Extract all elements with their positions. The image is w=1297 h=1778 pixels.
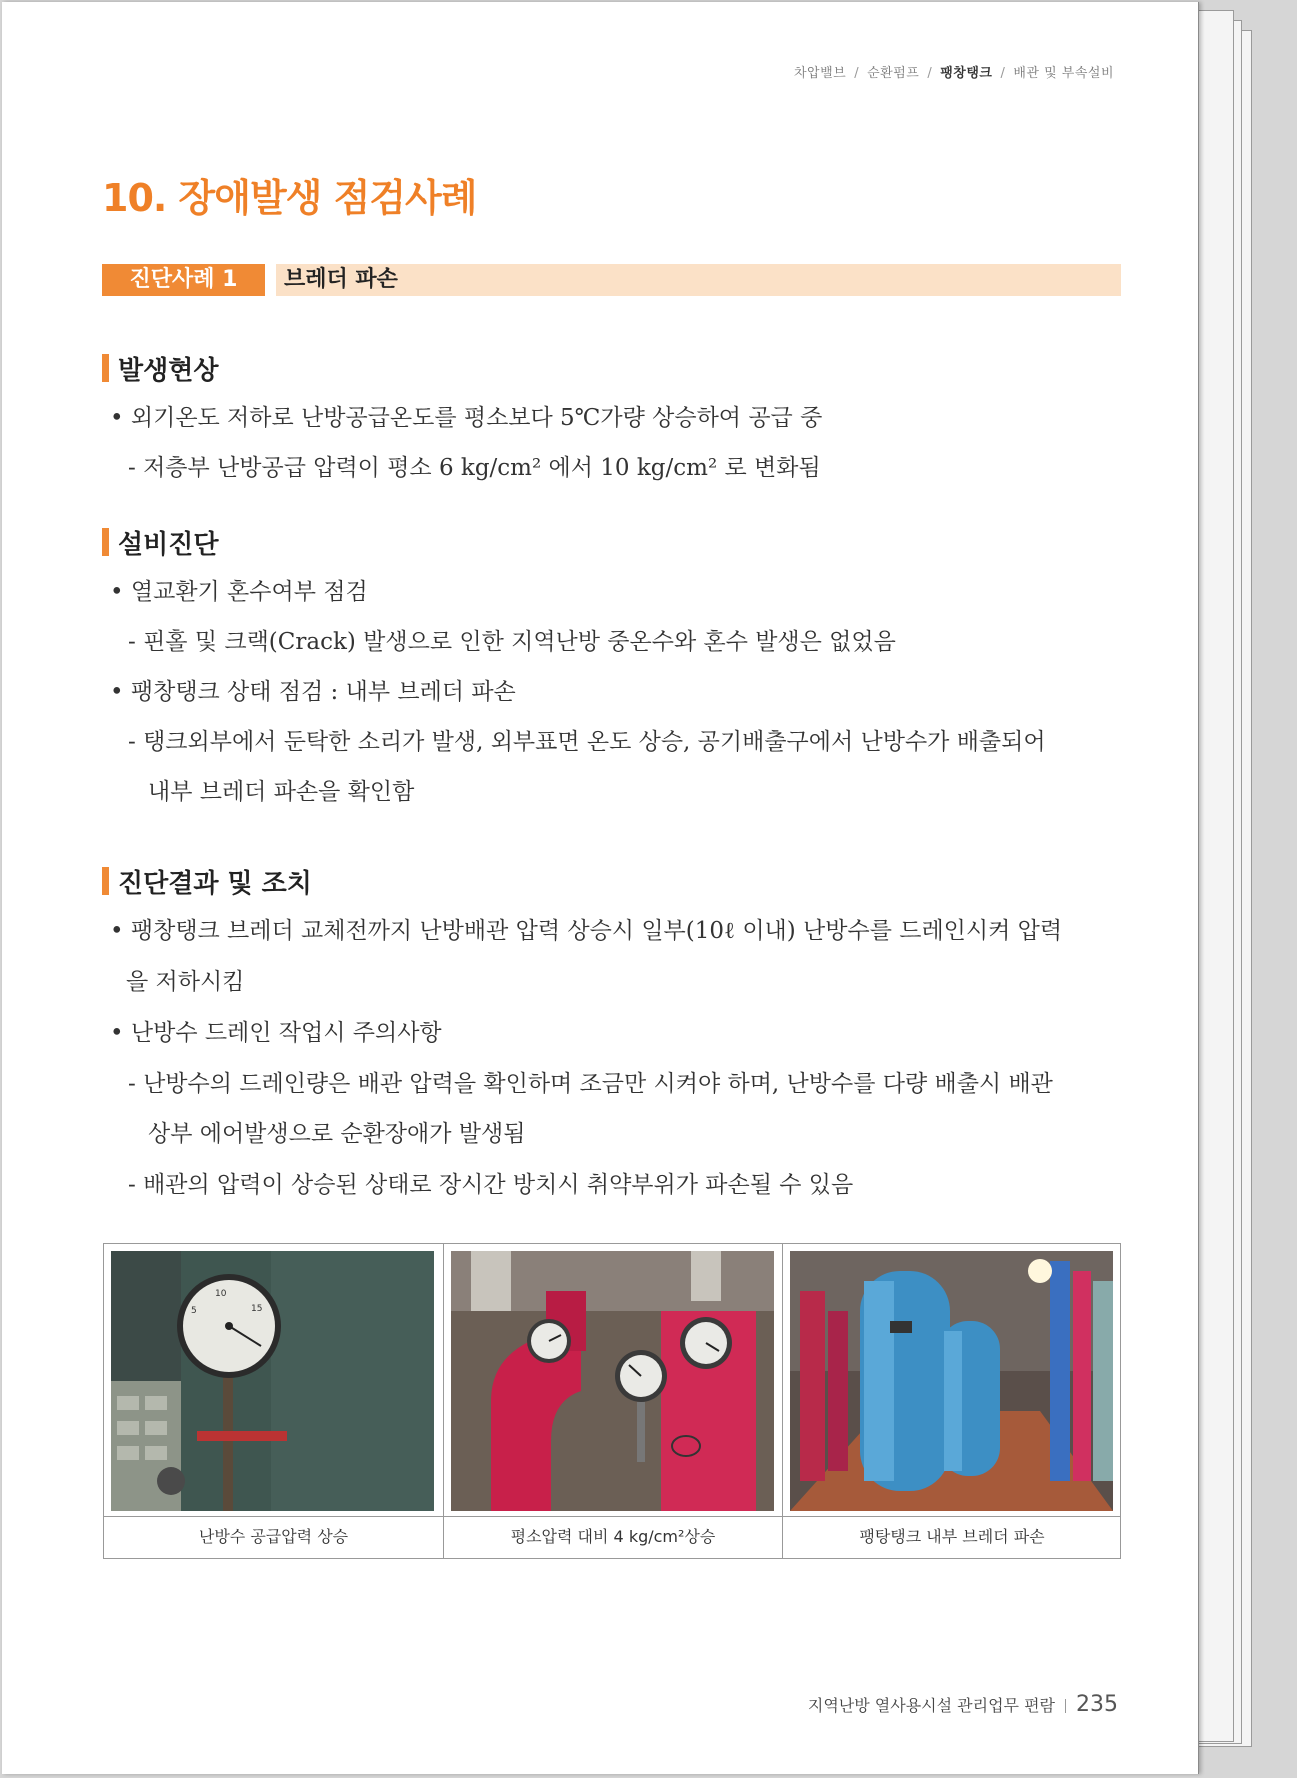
breadcrumb-item-active[interactable]: 팽창탱크 <box>940 66 993 81</box>
svg-text:15: 15 <box>251 1304 263 1314</box>
svg-text:10: 10 <box>215 1289 227 1299</box>
list-item: - 배관의 압력이 상승된 상태로 장시간 방치시 취약부위가 파손될 수 있음 <box>128 1172 854 1198</box>
section-heading-diagnosis: 설비진단 <box>102 524 218 561</box>
breadcrumb-item[interactable]: 배관 및 부속설비 <box>1013 66 1114 81</box>
red-pipes-gauges-photo <box>451 1251 774 1511</box>
list-item: • 열교환기 혼수여부 점검 <box>110 579 368 605</box>
breadcrumb: 차압밸브 / 순환펌프 / 팽창탱크 / 배관 및 부속설비 <box>793 66 1114 81</box>
section-heading-occurrence: 발생현상 <box>102 350 218 387</box>
photo-cell <box>443 1244 782 1558</box>
document-page <box>2 2 1199 1774</box>
list-item: • 외기온도 저하로 난방공급온도를 평소보다 5℃가량 상승하여 공급 중 <box>110 405 823 431</box>
list-item: - 난방수의 드레인량은 배관 압력을 확인하며 조금만 시켜야 하며, 난방수를 다량 배출시 배관 <box>128 1071 1053 1097</box>
breadcrumb-item[interactable]: 순환펌프 <box>867 66 920 81</box>
footer-divider <box>1065 1699 1066 1713</box>
page-footer <box>808 1692 1118 1717</box>
photo-cell <box>104 1244 443 1558</box>
blue-expansion-tanks-photo <box>790 1251 1113 1511</box>
footer-book-title: 지역난방 열사용시설 관리업무 편람 <box>807 1696 1055 1715</box>
list-item: 을 저하시킴 <box>126 969 245 995</box>
case-title: 브레더 파손 <box>276 264 1121 296</box>
list-item: - 탱크외부에서 둔탁한 소리가 발생, 외부표면 온도 상승, 공기배출구에서 난방수가 배출되어 <box>128 729 1046 755</box>
pressure-gauge-photo <box>111 1251 434 1511</box>
photo-caption: 난방수 공급압력 상승 <box>104 1516 443 1559</box>
case-label: 진단사례 1 <box>102 264 265 296</box>
page-title: 10. 장애발생 점검사례 <box>102 176 477 220</box>
case-header <box>102 264 1121 298</box>
list-item: • 난방수 드레인 작업시 주의사항 <box>110 1020 442 1046</box>
list-item: • 팽창탱크 브레더 교체전까지 난방배관 압력 상승시 일부(10ℓ 이내) 난방수를 드레인시켜 압력 <box>110 918 1063 944</box>
photo-caption: 팽탕탱크 내부 브레더 파손 <box>783 1516 1121 1559</box>
section-heading-result: 진단결과 및 조치 <box>102 863 312 900</box>
breadcrumb-item[interactable]: 차압밸브 <box>793 66 847 81</box>
svg-text:5: 5 <box>191 1306 197 1316</box>
page-number: 235 <box>1076 1692 1118 1717</box>
list-item: - 저층부 난방공급 압력이 평소 6 kg/cm² 에서 10 kg/cm² 로 변화됨 <box>128 455 821 481</box>
list-item: • 팽창탱크 상태 점검 : 내부 브레더 파손 <box>110 679 516 705</box>
photo-caption: 평소압력 대비 4 kg/cm²상승 <box>444 1516 782 1559</box>
list-item: 내부 브레더 파손을 확인함 <box>148 779 415 805</box>
photo-cell <box>782 1244 1121 1558</box>
list-item: - 핀홀 및 크랙(Crack) 발생으로 인한 지역난방 중온수와 혼수 발생은 없었음 <box>128 629 896 655</box>
list-item: 상부 에어발생으로 순환장애가 발생됨 <box>148 1121 526 1147</box>
photo-table <box>103 1243 1121 1559</box>
